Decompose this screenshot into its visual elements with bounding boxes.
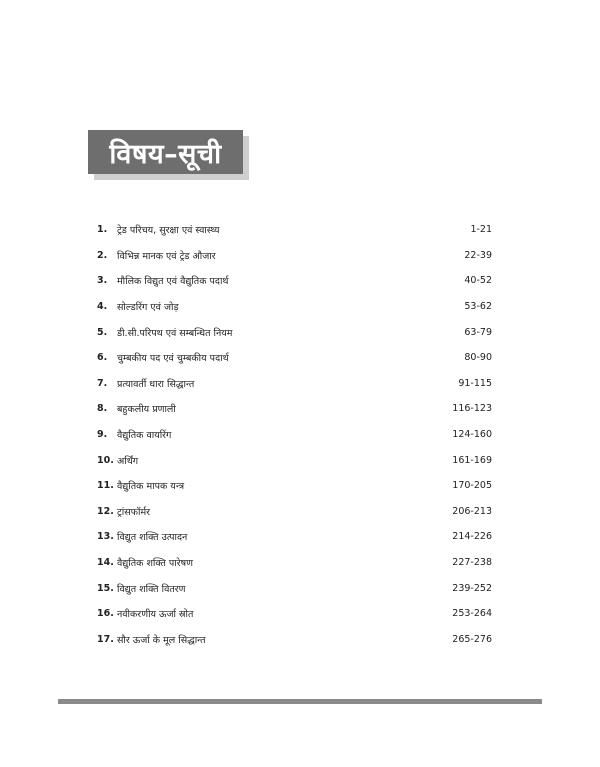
- toc-entry-pages: 40-52: [464, 275, 492, 287]
- toc-entry-pages: 214-226: [452, 531, 492, 543]
- toc-entry-title: ट्रेड परिचय, सुरक्षा एवं स्वास्थ्य: [117, 225, 220, 237]
- toc-entry-number: 13.: [97, 531, 114, 543]
- toc-entry-number: 3.: [97, 275, 108, 287]
- toc-entry-title: विद्युत शक्ति उत्पादन: [117, 532, 188, 544]
- toc-entry: [97, 294, 492, 320]
- toc-entry: [97, 243, 492, 269]
- toc-entry-title: ट्रांसफॉर्मर: [117, 506, 151, 518]
- toc-entry-number: 10.: [97, 454, 114, 466]
- toc-entry-number: 15.: [97, 582, 114, 594]
- toc-entry-pages: 1-21: [470, 224, 492, 236]
- toc-entry-number: 6.: [97, 352, 108, 364]
- toc-entry-number: 16.: [97, 608, 114, 620]
- toc-entry-pages: 170-205: [452, 480, 492, 492]
- toc-entry: [97, 601, 492, 627]
- toc-entry-pages: 206-213: [452, 505, 492, 517]
- toc-entry-title: वैद्युतिक शक्ति पारेषण: [117, 558, 194, 570]
- toc-entry-pages: 22-39: [464, 249, 492, 261]
- toc-entry-title: नवीकरणीय ऊर्जा स्रोत: [117, 609, 194, 621]
- toc-entry: [97, 550, 492, 576]
- toc-entry-pages: 124-160: [452, 429, 492, 441]
- toc-entry-pages: 239-252: [452, 582, 492, 594]
- toc-entry-title: वैद्युतिक वायरिंग: [117, 430, 172, 442]
- toc-entry: [97, 575, 492, 601]
- toc-entry-pages: 253-264: [452, 608, 492, 620]
- toc-entry: [97, 524, 492, 550]
- toc-entry-number: 1.: [97, 224, 108, 236]
- toc-entry-number: 5.: [97, 326, 108, 338]
- toc-entry: [97, 473, 492, 499]
- toc-entry: [97, 627, 492, 653]
- toc-entry-title: अर्थिंग: [117, 455, 139, 467]
- footer-divider: [58, 699, 542, 704]
- toc-entry-pages: 80-90: [464, 352, 492, 364]
- toc-entry-pages: 63-79: [464, 326, 492, 338]
- toc-entry-pages: 161-169: [452, 454, 492, 466]
- toc-entry-number: 9.: [97, 429, 108, 441]
- toc-entry: [97, 345, 492, 371]
- toc-entry-title: मौलिक विद्युत एवं वैद्युतिक पदार्थ: [117, 276, 229, 288]
- toc-entry: [97, 422, 492, 448]
- toc-entry-number: 17.: [97, 633, 114, 645]
- toc-entry-title: सोल्डरिंग एवं जोड़: [117, 302, 179, 314]
- toc-entry-title: चुम्बकीय पद एवं चुम्बकीय पदार्थ: [117, 353, 229, 365]
- toc-entry-title: प्रत्यावर्ती धारा सिद्धान्त: [117, 378, 195, 390]
- toc-entry-pages: 53-62: [464, 301, 492, 313]
- toc-entry-number: 7.: [97, 377, 108, 389]
- toc-entry-title: डी.सी.परिपथ एवं सम्बन्धित नियम: [117, 327, 233, 339]
- toc-entry-number: 12.: [97, 505, 114, 517]
- toc-entry: [97, 268, 492, 294]
- toc-entry: [97, 217, 492, 243]
- toc-entry: [97, 371, 492, 397]
- toc-entry-title: विभिन्न मानक एवं ट्रेड औजार: [117, 250, 216, 262]
- toc-entry-pages: 91-115: [458, 377, 492, 389]
- toc-entry-number: 4.: [97, 301, 108, 313]
- toc-entry-title: वैद्युतिक मापक यन्त्र: [117, 481, 185, 493]
- toc-entry: [97, 447, 492, 473]
- toc-entry-number: 8.: [97, 403, 108, 415]
- toc-entry-number: 14.: [97, 557, 114, 569]
- toc-entry: [97, 319, 492, 345]
- page-title: विषय–सूची: [88, 130, 243, 174]
- toc-entry: [97, 499, 492, 525]
- toc-entry-number: 11.: [97, 480, 114, 492]
- toc-entry-pages: 116-123: [452, 403, 492, 415]
- toc-entry-pages: 227-238: [452, 557, 492, 569]
- toc-entry-pages: 265-276: [452, 633, 492, 645]
- toc-entry-number: 2.: [97, 249, 108, 261]
- toc-entry-title: विद्युत शक्ति वितरण: [117, 583, 186, 595]
- toc-entry: [97, 396, 492, 422]
- table-of-contents: [97, 217, 492, 652]
- toc-entry-title: बहुकलीय प्रणाली: [117, 404, 176, 416]
- toc-entry-title: सौर ऊर्जा के मूल सिद्धान्त: [117, 634, 206, 646]
